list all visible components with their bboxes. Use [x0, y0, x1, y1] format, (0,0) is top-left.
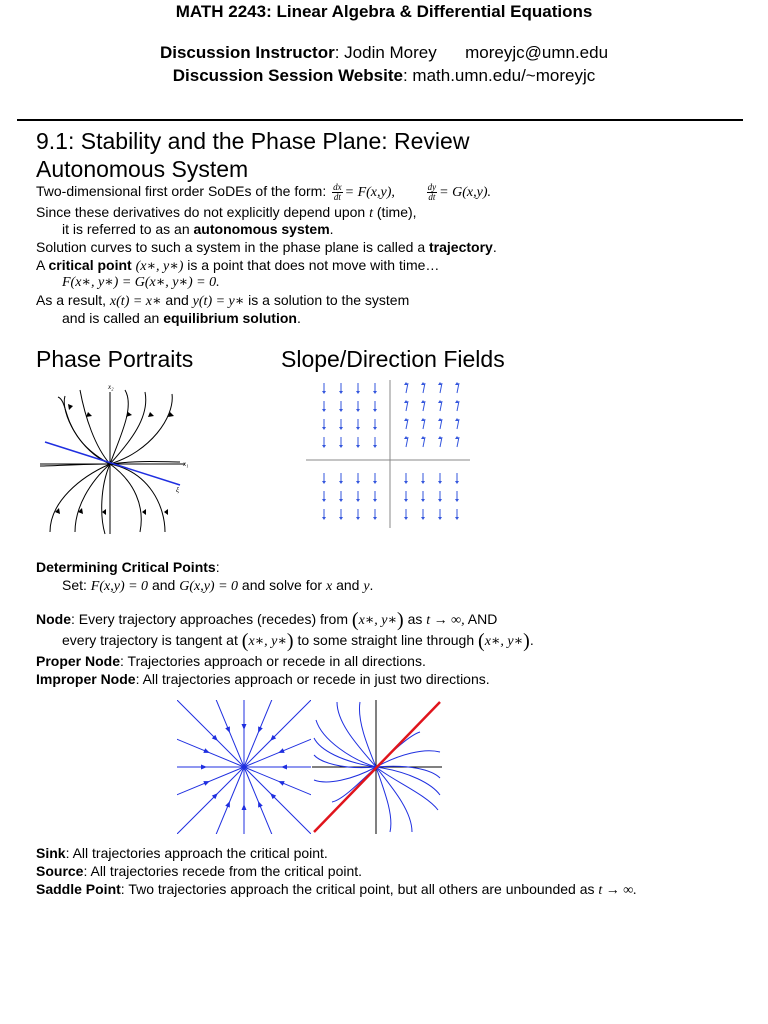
frac-dy-dt: [427, 183, 438, 202]
field-arrow-head: [322, 427, 326, 430]
def-line-4-a: Solution curves to such a system in the phase plane is called a: [36, 239, 426, 255]
term-critical-point: critical point: [48, 257, 132, 273]
crit-set-b: and solve for: [241, 577, 323, 593]
field-arrow-head: [339, 391, 343, 394]
phase-portrait-figure: [40, 382, 195, 537]
field-arrow-head: [404, 481, 408, 484]
def-line-2: [36, 204, 417, 222]
proper-ray-arrow: [281, 765, 287, 770]
crit-set-end: .: [369, 577, 374, 593]
def-line-7-a: As a result,: [36, 292, 107, 308]
imp-traj-8: [376, 767, 438, 810]
term-source: Source: [36, 863, 84, 879]
proper-rays: [177, 700, 311, 834]
section-subtitle: Autonomous System: [36, 156, 249, 182]
website-label: Discussion Session Website: [172, 66, 403, 85]
def-line-8-c: .: [296, 310, 301, 326]
instructor-label: Discussion Instructor: [159, 43, 335, 62]
instructor-line: Discussion Instructor: Jodin Morey moreyjc@umn.edu: [159, 43, 609, 62]
phase-axis-x-label: x₁: [183, 460, 189, 468]
field-arrow-head: [356, 499, 360, 502]
field-arrow-head: [339, 481, 343, 484]
imp-traj-2: [337, 702, 376, 767]
node-paren-open-2: (: [241, 630, 249, 652]
imp-traj-6: [314, 767, 376, 782]
frac-dx-dt: [332, 183, 343, 202]
section-divider: [17, 119, 743, 121]
field-arrow-head: [322, 517, 326, 520]
node-text-a: : Every trajectory approaches (recedes) from: [71, 611, 348, 627]
field-arrow-head: [438, 517, 442, 520]
field-arrow-head: [404, 499, 408, 502]
field-arrow-head: [421, 481, 425, 484]
arrow-1: [68, 404, 73, 410]
proper-node-figure: [177, 700, 311, 834]
def-line-8: [62, 310, 301, 327]
proper-ray: [208, 767, 244, 834]
node-paren-open: (: [351, 609, 359, 631]
field-arrow-head: [455, 517, 459, 520]
node-text-b: as: [407, 611, 423, 627]
node-paren-close: ): [397, 609, 404, 631]
def-line-5: [36, 257, 439, 275]
def-line-4: [36, 239, 497, 256]
proper-ray: [177, 767, 244, 803]
proper-ray: [244, 700, 311, 767]
proper-ray: [177, 767, 244, 834]
term-sink: Sink: [36, 845, 66, 861]
slope-fields-title: Slope/Direction Fields: [281, 346, 505, 372]
saddle-text: : Two trajectories approach the critical point, but all others are unbounded as: [120, 881, 595, 897]
course-title: Linear Algebra: [276, 2, 395, 21]
term-trajectory: trajectory: [429, 239, 493, 255]
proper-ray-arrow: [203, 748, 209, 753]
node-line-2-end: .: [529, 632, 534, 648]
proper-ray-arrow: [258, 801, 263, 808]
frac1-num: dx: [333, 182, 342, 192]
imp-traj-7: [332, 767, 376, 802]
crit-heading-colon: :: [215, 559, 220, 575]
proper-ray-arrow: [278, 748, 285, 753]
field-arrow-head: [356, 481, 360, 484]
phase-vector-label: ξ: [176, 486, 179, 494]
crit-set-m2: G(x,y) = 0: [179, 579, 239, 594]
def-line-5-c: is a point that does not move with time…: [187, 257, 440, 273]
node-paren-open-3: (: [478, 630, 485, 652]
field-arrow-head: [339, 445, 343, 448]
field-arrow-head: [322, 391, 326, 394]
proper-ray: [244, 767, 311, 834]
frac1-den: dt: [333, 192, 341, 202]
def-line-3-a: it is referred to as an: [62, 221, 190, 237]
proper-ray: [177, 731, 244, 767]
field-arrow-head: [339, 427, 343, 430]
def-line-8-a: and is called an: [62, 310, 160, 326]
instructor-email: moreyjc@umn.edu: [465, 43, 609, 62]
course-title-2: Differential Equations: [416, 2, 593, 21]
imp-traj-11: [376, 767, 440, 795]
field-arrow-head: [322, 409, 326, 412]
node-paren-close-3: ): [523, 630, 530, 652]
proper-ray: [244, 767, 280, 834]
term-proper-node: Proper Node: [36, 653, 121, 669]
arrow-9: [142, 509, 146, 515]
proper-ray: [177, 700, 244, 767]
arrow-4: [148, 412, 154, 417]
crit-set-y: y: [363, 579, 370, 594]
field-arrow-head: [455, 481, 459, 484]
field-arrow-head: [438, 499, 442, 502]
proper-ray-arrow: [278, 781, 285, 786]
field-arrow-head: [373, 445, 377, 448]
direction-field-figure: [306, 378, 472, 530]
arrow-8: [102, 509, 106, 515]
term-autonomous-system: autonomous system: [193, 221, 330, 237]
phase-portraits-title: Phase Portraits: [36, 346, 194, 372]
proper-ray-arrow: [225, 801, 230, 808]
field-arrow-head: [356, 391, 360, 394]
field-arrow-head: [373, 391, 377, 394]
node-text-c: AND: [467, 611, 498, 627]
proper-ray-arrow: [242, 724, 247, 730]
arrow-2: [86, 412, 92, 417]
proper-ray: [244, 700, 280, 767]
website-line: Discussion Session Website: math.umn.edu/~moreyjc: [172, 66, 596, 85]
proper-ray-arrow: [203, 781, 209, 786]
proper-ray: [244, 731, 311, 767]
field-arrow-head: [339, 409, 343, 412]
field-arrow-head: [356, 427, 360, 430]
course-code: MATH 2243: [175, 2, 267, 21]
term-improper-node: Improper Node: [36, 671, 136, 687]
node-point-3: x∗, y∗: [484, 634, 524, 649]
node-point-2: x∗, y∗: [248, 634, 287, 649]
field-arrow-head: [373, 427, 377, 430]
field-arrow-head: [339, 499, 343, 502]
field-arrow-head: [373, 499, 377, 502]
node-line-1: [36, 611, 497, 629]
term-saddle-point: Saddle Point: [36, 881, 121, 897]
field-arrow-head: [404, 517, 408, 520]
saddle-limit: t → ∞.: [598, 883, 637, 898]
def-line-1-text: Two-dimensional first order SoDEs of the form:: [36, 183, 327, 200]
proper-node-text: : Trajectories approach or recede in all directions.: [120, 653, 426, 669]
field-arrow-head: [356, 409, 360, 412]
def-line-7-m1: x(t) = x∗: [109, 294, 162, 309]
def-line-7-c: is a solution to the system: [248, 292, 410, 308]
proper-ray: [208, 700, 244, 767]
def-line-3-c: .: [329, 221, 334, 237]
node-line-2-b: to some straight line through: [297, 632, 475, 648]
crit-set-a: Set:: [62, 577, 87, 593]
arrow-10: [164, 509, 168, 515]
phase-axis-y-label: x₂: [108, 383, 114, 391]
field-arrow-head: [322, 481, 326, 484]
crit-set-and: and: [151, 577, 176, 593]
crit-set-line: [62, 577, 373, 595]
proper-ray-arrow: [201, 765, 207, 770]
sink-text: : All trajectories approach the critical point.: [65, 845, 328, 861]
crit-set-x: x: [325, 579, 333, 594]
crit-heading: [36, 559, 220, 576]
trajectory-9: [102, 464, 110, 534]
def-line-1: [36, 183, 491, 202]
def-line-7: [36, 292, 409, 310]
term-node: Node: [36, 611, 71, 627]
trajectory-10: [110, 464, 141, 532]
proper-node-line: [36, 653, 426, 670]
improper-node-line: [36, 671, 490, 688]
improper-node-text: : All trajectories approach or recede in just two directions.: [135, 671, 490, 687]
source-text: : All trajectories recede from the critical point.: [83, 863, 363, 879]
critical-point-equation: F(x∗, y∗) = G(x∗, y∗) = 0.: [62, 275, 220, 290]
def-line-4-c: .: [492, 239, 497, 255]
critical-point-math: (x∗, y∗): [135, 259, 184, 274]
field-arrow-head: [373, 517, 377, 520]
node-line-2-a: every trajectory is tangent at: [62, 632, 238, 648]
crit-set-and2: and: [336, 577, 360, 593]
course-title-line: MATH 2243: Linear Algebra & Differential Equations: [175, 2, 593, 21]
trajectory-7: [50, 464, 110, 532]
def-line-2-b: (time),: [376, 204, 417, 220]
saddle-line: [36, 881, 637, 899]
field-arrow-head: [438, 481, 442, 484]
field-arrow-head: [322, 445, 326, 448]
node-limit: t → ∞,: [426, 613, 465, 628]
def-line-2-t: t: [369, 206, 373, 221]
field-arrow-head: [421, 499, 425, 502]
node-point-1: x∗, y∗: [358, 613, 398, 628]
field-arrow-head: [373, 409, 377, 412]
imp-traj-9: [376, 767, 412, 832]
proper-ray-arrow: [225, 726, 230, 733]
eq-1: = F(x,y),: [344, 185, 395, 201]
field-arrow-head: [421, 517, 425, 520]
sink-line: [36, 845, 328, 862]
proper-ray-arrow: [258, 726, 263, 733]
course-amp: &: [399, 2, 412, 21]
proper-ray-arrow: [242, 804, 247, 810]
field-arrow-head: [322, 499, 326, 502]
trajectory-8: [75, 464, 110, 532]
proper-ray: [244, 767, 311, 803]
def-line-3: [62, 221, 334, 238]
field-arrow-head: [373, 481, 377, 484]
field-arrow-head: [356, 517, 360, 520]
node-paren-close-2: ): [286, 630, 294, 652]
def-line-5-a: A: [36, 257, 45, 273]
imp-traj-12: [376, 766, 440, 778]
trajectory-2: [80, 390, 110, 464]
node-line-2: [62, 632, 534, 650]
crit-set-m1: F(x,y) = 0: [90, 579, 149, 594]
instructor-name: Jodin Morey: [344, 43, 437, 62]
field-arrow-head: [356, 445, 360, 448]
frac2-den: dt: [428, 192, 436, 202]
improper-node-figure: [312, 700, 442, 834]
source-line: [36, 863, 362, 880]
def-line-7-and: and: [165, 292, 189, 308]
eq-2: = G(x,y).: [439, 185, 491, 201]
def-line-2-a: Since these derivatives do not explicitly depend upon: [36, 204, 366, 220]
frac2-num: dy: [427, 182, 437, 192]
term-equilibrium-solution: equilibrium solution: [163, 310, 297, 326]
field-arrow-head: [455, 499, 459, 502]
crit-heading-text: Determining Critical Points: [36, 559, 216, 575]
def-line-7-m2: y(t) = y∗: [192, 294, 245, 309]
section-title: 9.1: Stability and the Phase Plane: Review: [36, 128, 470, 154]
website-url: math.umn.edu/~moreyjc: [412, 66, 596, 85]
field-arrow-head: [339, 517, 343, 520]
